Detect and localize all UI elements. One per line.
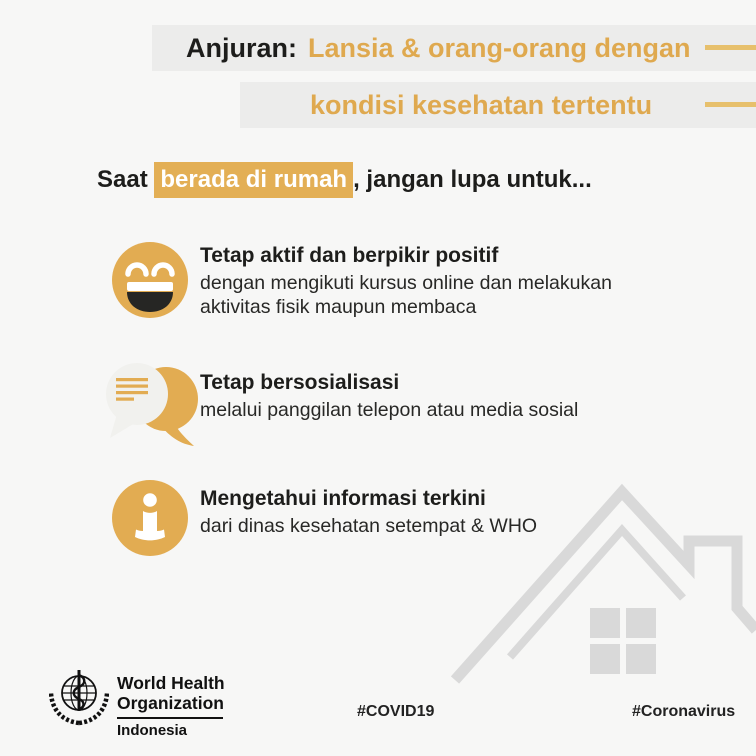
tip-title: Mengetahui informasi terkini (200, 487, 486, 510)
who-logo-divider (117, 717, 223, 719)
info-icon (112, 480, 188, 556)
tip-title: Tetap bersosialisasi (200, 371, 400, 394)
tip-body: dari dinas kesehatan setempat & WHO (200, 515, 538, 537)
house-window (590, 608, 656, 674)
tip-body: melalui panggilan telepon atau media sosial (200, 399, 579, 421)
gold-dash-line (705, 45, 756, 50)
laughing-face-icon (111, 241, 189, 319)
header-line1: Lansia & orang-orang dengan (308, 32, 691, 63)
who-region: Indonesia (117, 722, 188, 740)
who-logo (49, 666, 225, 739)
chat-bubbles-icon (101, 358, 201, 448)
tip-title: Tetap aktif dan berpikir positif (200, 244, 499, 267)
intro-sentence (97, 166, 592, 194)
intro-post: , jangan lupa untuk... (353, 166, 592, 193)
intro-pre: Saat (97, 166, 155, 193)
hashtag-coronavirus: #Coronavirus (632, 703, 736, 720)
tip-body: dengan mengikuti kursus online dan melakukan aktivitas fisik maupun membaca (200, 272, 612, 319)
header-line2: kondisi kesehatan tertentu (310, 89, 653, 120)
who-name-line1: World Health (117, 673, 225, 693)
who-emblem-icon (49, 666, 109, 728)
header-bar-2 (240, 82, 756, 128)
header-bar-1 (152, 25, 756, 71)
who-name-line2: Organization (117, 692, 224, 713)
gold-dash-line (705, 102, 756, 107)
header-prefix: Anjuran: (186, 32, 297, 63)
intro-highlight: berada di rumah (154, 162, 353, 198)
hashtag-covid19: #COVID19 (357, 703, 435, 720)
